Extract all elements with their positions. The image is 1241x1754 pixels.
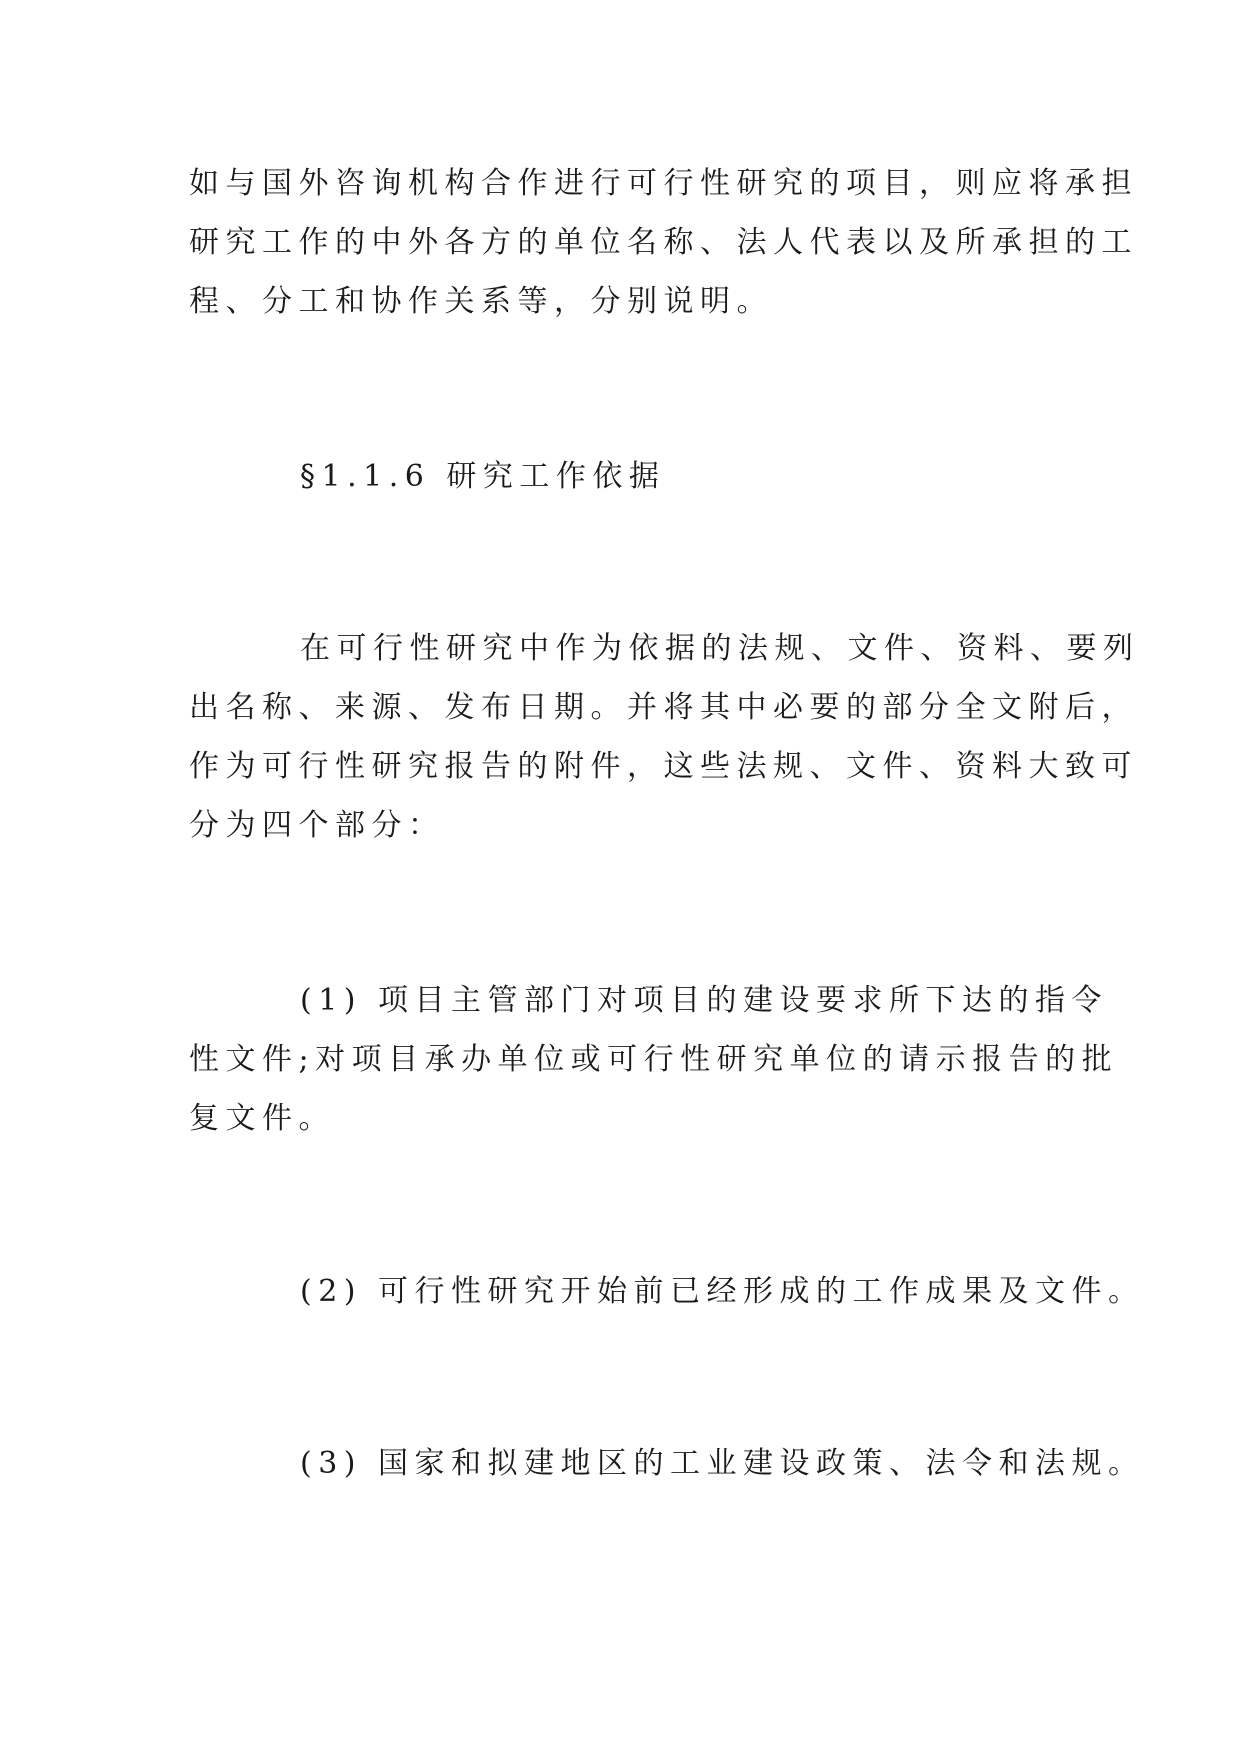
paragraph-2-line-2: 出名称、来源、发布日期。并将其中必要的部分全文附后， xyxy=(189,690,1138,725)
paragraph-2-line-4: 分为四个部分： xyxy=(189,808,445,843)
list-item-2: (2) 可行性研究开始前已经形成的工作成果及文件。 xyxy=(300,1274,1145,1309)
paragraph-2-line-3: 作为可行性研究报告的附件，这些法规、文件、资料大致可 xyxy=(189,749,1138,784)
list-item-1-line-3: 复文件。 xyxy=(189,1101,335,1136)
list-item-3: (3) 国家和拟建地区的工业建设政策、法令和法规。 xyxy=(300,1446,1145,1481)
paragraph-1-line-1: 如与国外咨询机构合作进行可行性研究的项目，则应将承担 xyxy=(189,166,1138,201)
paragraph-2-line-1: 在可行性研究中作为依据的法规、文件、资料、要列 xyxy=(300,631,1140,666)
section-heading: §1.1.6 研究工作依据 xyxy=(300,459,666,494)
list-item-1-line-1: (1) 项目主管部门对项目的建设要求所下达的指令 xyxy=(300,983,1109,1018)
paragraph-1-line-3: 程、分工和协作关系等，分别说明。 xyxy=(189,284,773,319)
paragraph-1-line-2: 研究工作的中外各方的单位名称、法人代表以及所承担的工 xyxy=(189,225,1138,260)
list-item-1-line-2: 性文件;对项目承办单位或可行性研究单位的请示报告的批 xyxy=(189,1042,1119,1077)
